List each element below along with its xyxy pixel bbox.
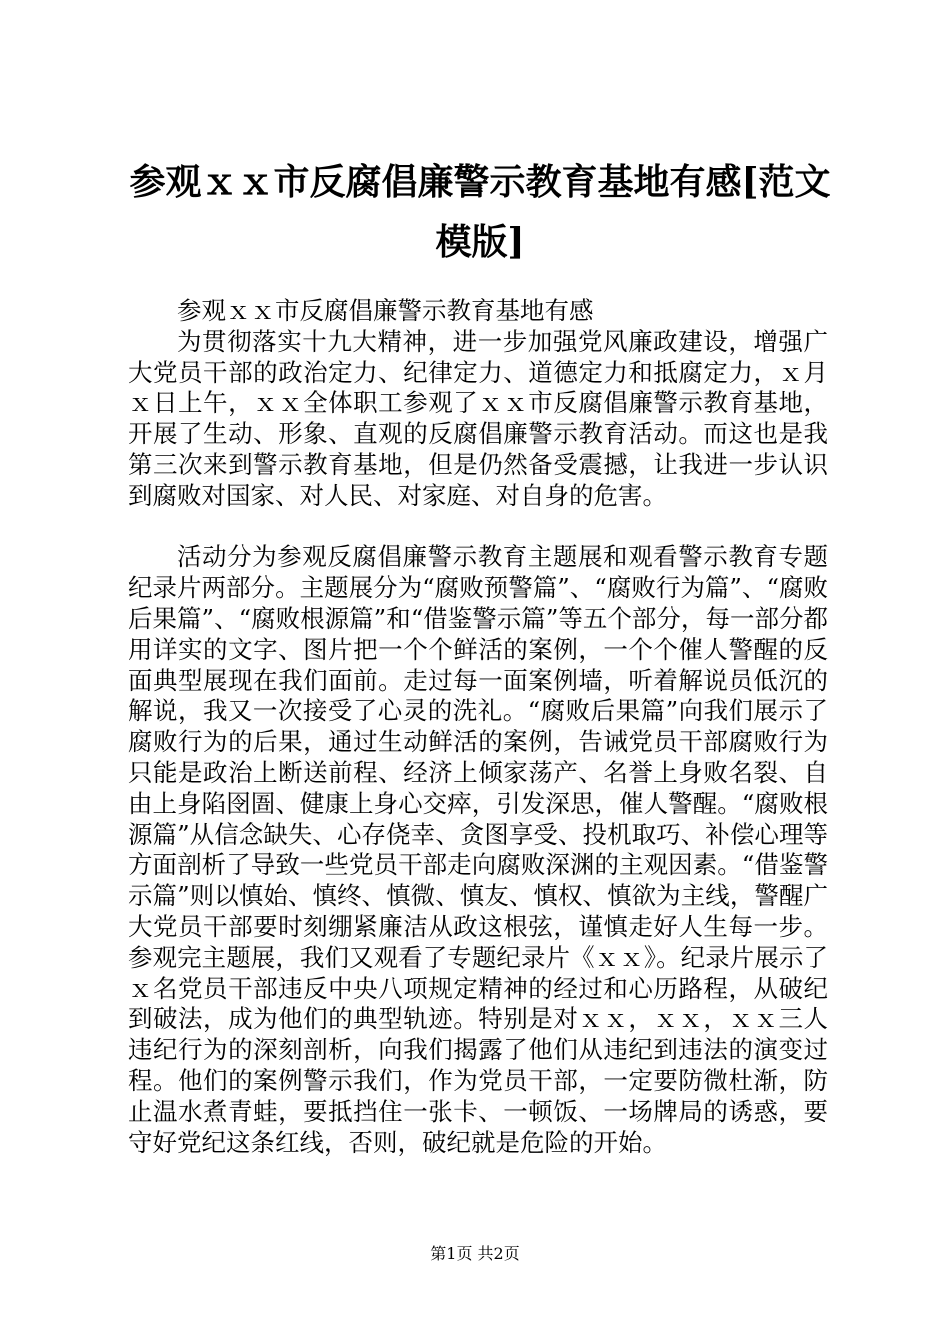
document-body bbox=[128, 296, 828, 1158]
paragraph-2: 活动分为参观反腐倡廉警示教育主题展和观看警示教育专题纪录片两部分。主题展分为“腐败预警篇”、“腐败行为篇”、“腐败后果篇”、“腐败根源篇”和“借鉴警示篇”等五个部分，每一部分都用详实的文字、图片把一个个鲜活的案例，一个个催人警醒的反面典型展现在我们面前。走过每一面案例墙，听着解说员低沉的解说，我又一次接受了心灵的洗礼。“腐败后果篇”向我们展示了腐败行为的后果，通过生动鲜活的案例，告诫党员干部腐败行为只能是政治上断送前程、经济上倾家荡产、名誉上身败名裂、自由上身陷囹圄、健康上身心交瘁，引发深思，催人警醒。“腐败根源篇”从信念缺失、心存侥幸、贪图享受、投机取巧、补偿心理等方面剖析了导致一些党员干部走向腐败深渊的主观因素。“借鉴警示篇”则以慎始、慎终、慎微、慎友、慎权、慎欲为主线，警醒广大党员干部要时刻绷紧廉洁从政这根弦，谨慎走好人生每一步。参观完主题展，我们又观看了专题纪录片《ｘｘ》。纪录片展示了ｘ名党员干部违反中央八项规定精神的经过和心历路程，从破纪到破法，成为他们的典型轨迹。特别是对ｘｘ，ｘｘ，ｘｘ三人违纪行为的深刻剖析，向我们揭露了他们从违纪到违法的演变过程。他们的案例警示我们，作为党员干部，一定要防微杜渐，防止温水煮青蛙，要抵挡住一张卡、一顿饭、一场牌局的诱惑，要守好党纪这条红线，否则，破纪就是危险的开始。 bbox=[128, 542, 828, 1157]
document-subtitle: 参观ｘｘ市反腐倡廉警示教育基地有感 bbox=[177, 296, 594, 325]
page-footer: 第1页 共2页 bbox=[430, 1244, 520, 1263]
document-title: 参观ｘｘ市反腐倡廉警示教育基地有感[范文模版] bbox=[129, 161, 831, 263]
paragraph-1: 为贯彻落实十九大精神，进一步加强党风廉政建设，增强广大党员干部的政治定力、纪律定力、道德定力和抵腐定力，ｘ月ｘ日上午，ｘｘ全体职工参观了ｘｘ市反腐倡廉警示教育基地，开展了生动、形象、直观的反腐倡廉警示教育活动。而这也是我第三次来到警示教育基地，但是仍然备受震撼，让我进一步认识到腐败对国家、对人民、对家庭、对自身的危害。 bbox=[128, 326, 828, 510]
